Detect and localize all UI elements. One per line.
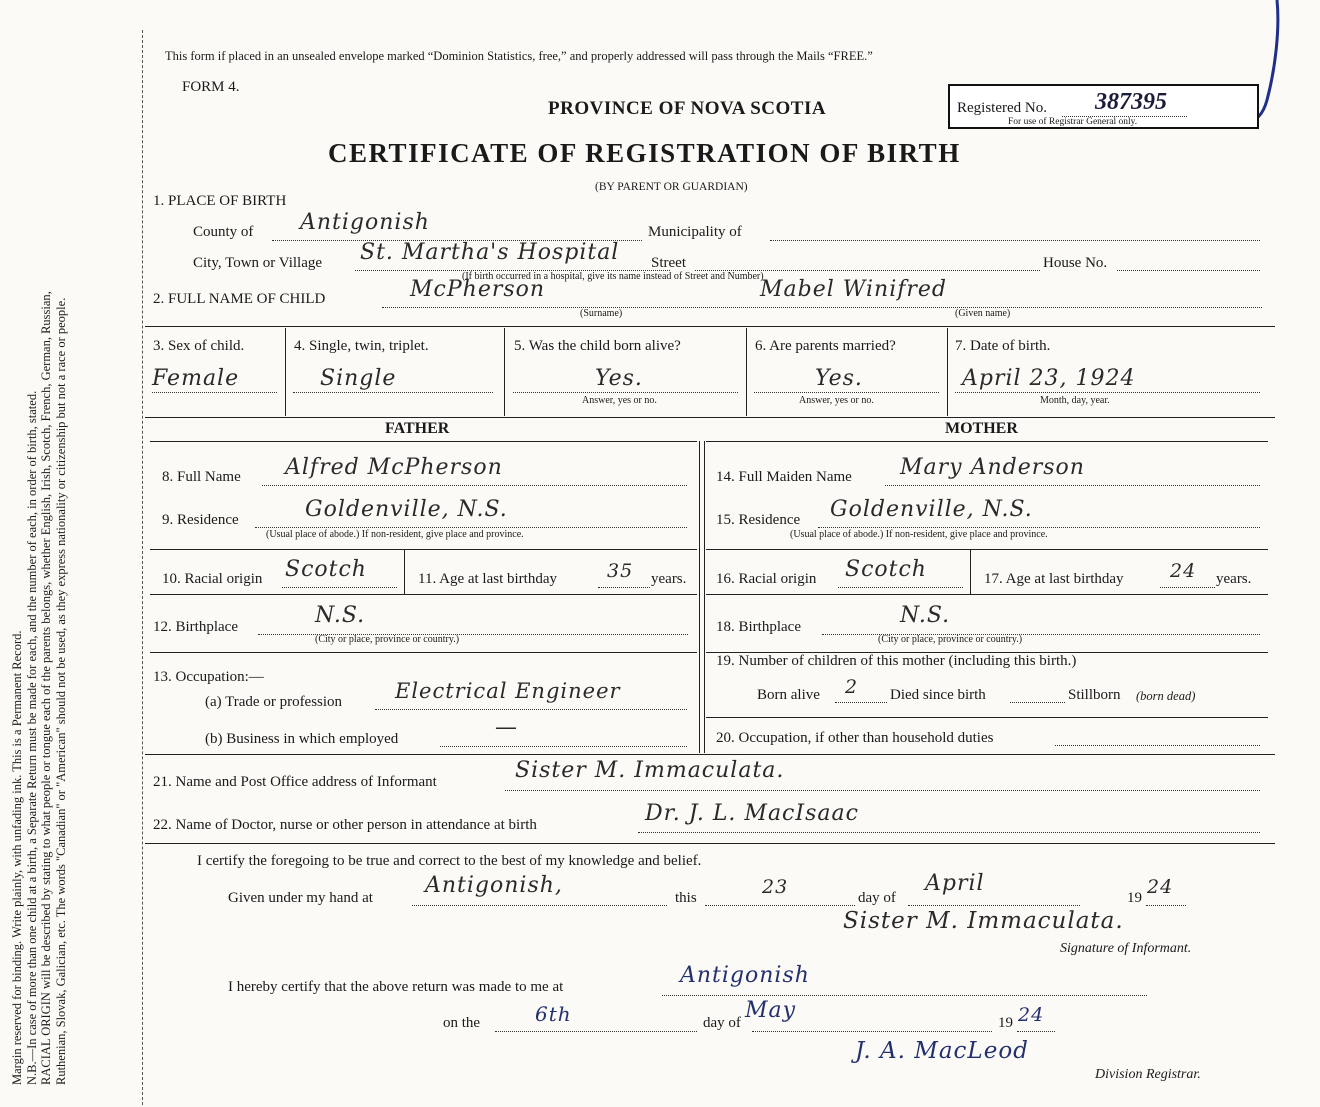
county-value: Antigonish xyxy=(300,210,430,235)
registrar-month-value: May xyxy=(745,998,797,1023)
mother-age-label: 17. Age at last birthday xyxy=(984,571,1124,587)
stillborn-label: Stillborn xyxy=(1068,687,1121,703)
doctor-label: 22. Name of Doctor, nurse or other person in attendance at birth xyxy=(153,817,537,833)
mail-notice: This form if placed in an unsealed envelope marked “Dominion Statistics, free,” and properly addressed will pass through the Mails “FREE.” xyxy=(165,49,873,63)
margin-note-4: Ruthenian, Slovak, Galician, etc. The words "Canadian" or "American" should not be used, as they express nationality or citizenship but not a race or people. xyxy=(53,297,68,1085)
registrar-note: For use of Registrar General only. xyxy=(1008,117,1138,127)
certify-day-value: 23 xyxy=(762,876,789,898)
mother-residence-label: 15. Residence xyxy=(716,512,801,528)
business-label: (b) Business in which employed xyxy=(205,731,399,747)
city-label: City, Town or Village xyxy=(193,255,323,271)
informant-signature: Sister M. Immaculata. xyxy=(843,908,1124,934)
county-label: County of xyxy=(193,224,254,240)
trade-value: Electrical Engineer xyxy=(395,679,621,703)
mother-age-value: 24 xyxy=(1170,560,1197,582)
place-of-birth-label: 1. PLACE OF BIRTH xyxy=(153,193,287,209)
single-twin-value: Single xyxy=(320,366,397,391)
mother-birthplace-value: N.S. xyxy=(900,603,951,628)
certify-year-prefix: 19 xyxy=(1127,890,1142,906)
informant-signature-caption: Signature of Informant. xyxy=(1060,941,1192,956)
born-alive-count-label: Born alive xyxy=(757,687,820,703)
stillborn-note: (born dead) xyxy=(1136,689,1196,703)
surname-caption: (Surname) xyxy=(580,308,623,319)
mother-birthplace-caption: (City or place, province or country.) xyxy=(878,634,1023,645)
province-heading: PROVINCE OF NOVA SCOTIA xyxy=(548,98,827,119)
certify-month-value: April xyxy=(925,871,985,896)
date-caption: Month, day, year. xyxy=(1040,395,1110,406)
hospital-note: (If birth occurred in a hospital, give its name instead of Street and Number) xyxy=(462,271,764,282)
born-alive-count-value: 2 xyxy=(845,676,859,698)
page-subtitle: (BY PARENT OR GUARDIAN) xyxy=(595,181,748,193)
father-name-label: 8. Full Name xyxy=(162,469,241,485)
registrar-on-the-label: on the xyxy=(443,1015,481,1031)
father-racial-value: Scotch xyxy=(285,557,367,582)
mother-name-value: Mary Anderson xyxy=(900,455,1085,480)
margin-note-1: Margin reserved for binding. Write plainly, with unfading ink. This is a Permanent Record. xyxy=(10,630,24,1085)
father-age-label: 11. Age at last birthday xyxy=(418,571,557,587)
sex-label: 3. Sex of child. xyxy=(153,338,245,354)
mother-residence-caption: (Usual place of abode.) If non-resident, give place and province. xyxy=(790,529,1048,540)
street-label: Street xyxy=(651,255,686,271)
child-name-label: 2. FULL NAME OF CHILD xyxy=(153,291,326,307)
margin-perforation xyxy=(142,30,143,1105)
mother-residence-value: Goldenville, N.S. xyxy=(830,497,1033,522)
margin-notes xyxy=(10,45,128,1085)
registrar-statement: I hereby certify that the above return was made to me at xyxy=(228,979,564,995)
margin-note-3: RACIAL ORIGIN will be described by stating to what people or tongue each of the parents belongs, whether English, Irish, Scotch, French, German, Russian, xyxy=(39,291,53,1085)
mother-heading: MOTHER xyxy=(945,420,1018,437)
certify-day-of-label: day of xyxy=(858,890,896,906)
registered-number: 387395 xyxy=(1095,89,1167,115)
child-given-name: Mabel Winifred xyxy=(760,277,948,302)
informant-value: Sister M. Immaculata. xyxy=(515,758,785,783)
registrar-year-value: 24 xyxy=(1018,1004,1045,1026)
registrar-year-prefix: 19 xyxy=(998,1015,1013,1031)
registered-label: Registered No. xyxy=(957,100,1047,116)
date-of-birth-label: 7. Date of birth. xyxy=(955,338,1051,354)
father-birthplace-label: 12. Birthplace xyxy=(153,619,238,635)
father-residence-label: 9. Residence xyxy=(162,512,239,528)
registrar-day-of-label: day of xyxy=(703,1015,741,1031)
city-value: St. Martha's Hospital xyxy=(360,240,620,265)
father-residence-caption: (Usual place of abode.) If non-resident, give place and province. xyxy=(266,529,524,540)
married-caption: Answer, yes or no. xyxy=(799,395,874,406)
margin-note-2: N.B.—In case of more than one child at a birth, a Separate Return must be made for each, and the number of each, in order of birth, stated. xyxy=(24,390,39,1085)
father-heading: FATHER xyxy=(385,420,450,437)
informant-label: 21. Name and Post Office address of Informant xyxy=(153,774,437,790)
mother-years-label: years. xyxy=(1216,571,1252,587)
date-of-birth-value: April 23, 1924 xyxy=(962,366,1136,391)
registrar-caption: Division Registrar. xyxy=(1095,1067,1201,1082)
father-occupation-label: 13. Occupation:— xyxy=(153,669,264,685)
mother-racial-value: Scotch xyxy=(845,557,927,582)
father-birthplace-caption: (City or place, province or country.) xyxy=(315,634,460,645)
registrar-signature: J. A. MacLeod xyxy=(855,1038,1029,1064)
born-alive-caption: Answer, yes or no. xyxy=(582,395,657,406)
born-alive-value: Yes. xyxy=(595,366,643,391)
business-value: — xyxy=(495,715,518,740)
certify-statement: I certify the foregoing to be true and correct to the best of my knowledge and belief. xyxy=(197,853,702,869)
given-under-hand-label: Given under my hand at xyxy=(228,890,373,906)
father-name-value: Alfred McPherson xyxy=(285,455,503,480)
registrar-place-value: Antigonish xyxy=(680,963,810,988)
trade-label: (a) Trade or profession xyxy=(205,694,343,710)
single-twin-label: 4. Single, twin, triplet. xyxy=(294,338,429,354)
house-number-label: House No. xyxy=(1043,255,1108,271)
mother-birthplace-label: 18. Birthplace xyxy=(716,619,801,635)
this-label: this xyxy=(675,890,697,906)
died-since-birth-label: Died since birth xyxy=(890,687,986,703)
form-number: FORM 4. xyxy=(182,79,240,95)
born-alive-label: 5. Was the child born alive? xyxy=(514,338,681,354)
father-racial-label: 10. Racial origin xyxy=(162,571,263,587)
given-name-caption: (Given name) xyxy=(955,308,1011,319)
doctor-value: Dr. J. L. MacIsaac xyxy=(645,801,859,826)
mother-name-label: 14. Full Maiden Name xyxy=(716,469,852,485)
registrar-day-value: 6th xyxy=(535,1002,572,1026)
father-birthplace-value: N.S. xyxy=(315,603,366,628)
married-value: Yes. xyxy=(815,366,863,391)
child-surname: McPherson xyxy=(410,277,546,302)
certify-year-value: 24 xyxy=(1147,876,1174,898)
married-label: 6. Are parents married? xyxy=(755,338,896,354)
sex-value: Female xyxy=(152,366,240,391)
father-age-value: 35 xyxy=(607,560,634,582)
page-title: CERTIFICATE OF REGISTRATION OF BIRTH xyxy=(328,138,961,168)
father-years-label: years. xyxy=(651,571,687,587)
children-count-label: 19. Number of children of this mother (including this birth.) xyxy=(716,653,1077,669)
municipality-label: Municipality of xyxy=(648,224,742,240)
mother-occupation-label: 20. Occupation, if other than household duties xyxy=(716,730,994,746)
mother-racial-label: 16. Racial origin xyxy=(716,571,817,587)
given-place-value: Antigonish, xyxy=(425,873,563,898)
father-residence-value: Goldenville, N.S. xyxy=(305,497,508,522)
